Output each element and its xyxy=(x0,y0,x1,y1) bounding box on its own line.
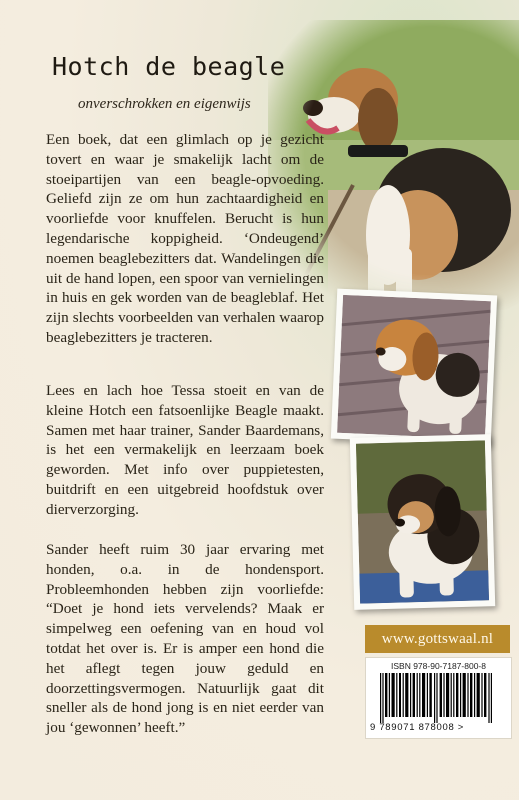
blurb-paragraph-3: Sander heeft ruim 30 jaar ervaring met honden, o.a. in de hondensport. Probleemhonden hebben zijn voorliefde: “Doet je hond iets vervelends? Maak er simpelweg een oefening van en houd vol totdat het over is. Er is amper een hond die het aflegt tegen jouw geduld en doorzettingsvermogen. Natuurlijk gaat dit sneller als de hond jong is en niet eerder van jou ‘gewonnen’ heeft.” xyxy=(46,541,324,737)
puppy-photo-1 xyxy=(331,289,497,446)
isbn-barcode-box xyxy=(365,657,512,739)
publisher-website: www.gottswaal.nl xyxy=(365,625,510,653)
blurb-paragraph-2: Lees en lach hoe Tessa stoeit en van de kleine Hotch een fatsoenlijke Beagle maakt. Samen met haar trainer, Sander Baardemans, is het een vermakelijk en leerzaam boek geworden. Met info over puppietesten, buitdrift en een uitgebreid hoofdstuk over dierverzorging. xyxy=(46,382,324,518)
book-subtitle: onverschrokken en eigenwijs xyxy=(78,96,251,112)
barcode-digits: 9 789071 878008 > xyxy=(370,722,465,733)
barcode xyxy=(378,673,500,723)
puppy-photo-2 xyxy=(350,434,495,610)
isbn-label: ISBN 978-90-7187-800-8 xyxy=(391,661,486,671)
book-title: Hotch de beagle xyxy=(52,52,286,81)
blurb-paragraph-1: Een boek, dat een glimlach op je gezicht tovert en waar je smakelijk lacht om de stoeipartijen van een beagle-opvoeding. Geliefd zijn ze om hun zachtaardigheid en voorliefde voor knuffelen. Berucht is hun legendarische koppigheid. ‘Ondeugend’ noemen beaglebezitters dat. Wandelingen die uit de hand lopen, een spoor van vernielingen in huis en gek worden van de beagleblaf. Het zijn slechts voorbeelden van verhalen waarop beaglebezitters je tracteren. xyxy=(46,131,324,346)
